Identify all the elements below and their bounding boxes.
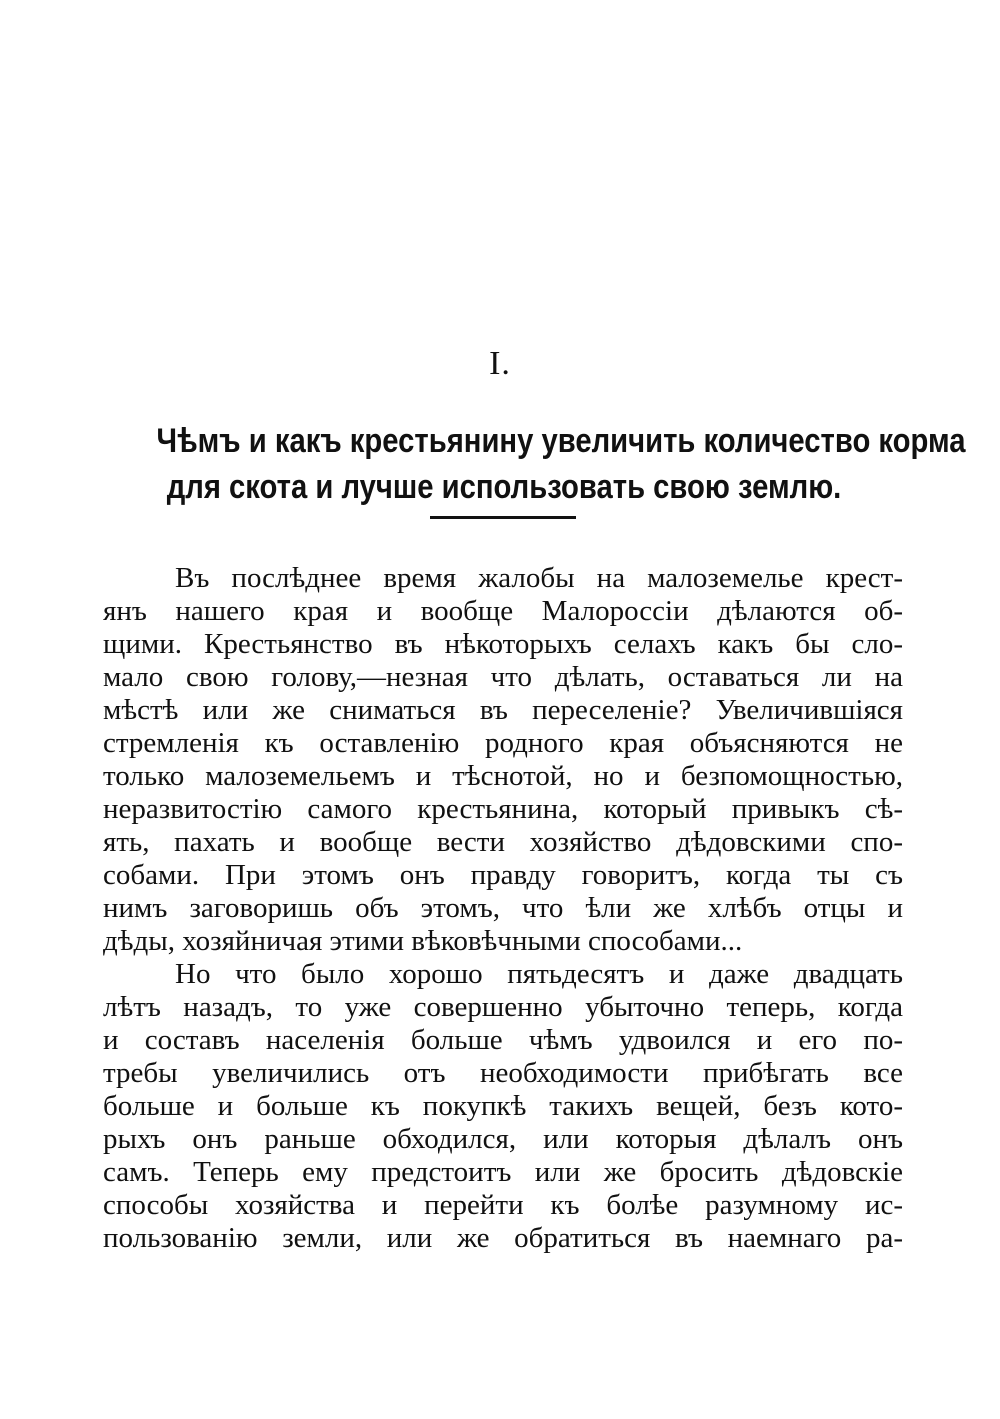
text-line: Въ послѣднее время жалобы на малоземелье крест- — [175, 562, 903, 594]
text-line: неразвитостію самого крестьянина, который привыкъ сѣ- — [103, 793, 903, 825]
text-line: щими. Крестьянство въ нѣкоторыхъ селахъ какъ бы сло- — [103, 628, 903, 660]
text-line: дѣды, хозяйничая этими вѣковѣчными способами... — [103, 925, 743, 957]
text-line: Но что было хорошо пятьдесятъ и даже двадцать — [175, 958, 903, 990]
text-line: собами. При этомъ онъ правду говоритъ, когда ты съ — [103, 859, 903, 891]
text-line: нимъ заговоришь объ этомъ, что ѣли же хлѣбъ отцы и — [103, 892, 903, 924]
text-line: янъ нашего края и вообще Малороссіи дѣлаются об- — [103, 595, 903, 627]
chapter-title — [156, 418, 966, 510]
text-line: пользованію земли, или же обратиться въ наемнаго ра- — [103, 1222, 903, 1254]
text-line: способы хозяйства и перейти къ болѣе разумному ис- — [103, 1189, 903, 1221]
chapter-title-line: Чѣмъ и какъ крестьянину увеличить количество корма — [156, 422, 966, 460]
text-line: лѣтъ назадъ, то уже совершенно убыточно теперь, когда — [103, 991, 903, 1023]
text-line: только малоземельемъ и тѣснотой, но и безпомощностью, — [103, 760, 903, 792]
text-line: и составъ населенія больше чѣмъ удвоился и его по- — [103, 1024, 903, 1056]
text-line: самъ. Теперь ему предстоитъ или же бросить дѣдовскіе — [103, 1156, 903, 1188]
body-text — [103, 562, 903, 1255]
title-divider — [430, 516, 576, 519]
text-line: рыхъ онъ раньше обходился, или которыя дѣлалъ онъ — [103, 1123, 903, 1155]
text-line: мало свою голову,—незная что дѣлать, оставаться ли на — [103, 661, 903, 693]
text-line: больше и больше къ покупкѣ такихъ вещей, безъ кото- — [103, 1090, 903, 1122]
text-line: ять, пахать и вообще вести хозяйство дѣдовскими спо- — [103, 826, 903, 858]
text-line: требы увеличились отъ необходимости прибѣгать все — [103, 1057, 903, 1089]
text-line: мѣстѣ или же сниматься въ переселеніе? Увеличившіяся — [103, 694, 903, 726]
chapter-number: I. — [489, 345, 511, 382]
text-line: стремленія къ оставленію родного края объясняются не — [103, 727, 903, 759]
chapter-title-line: для скота и лучше использовать свою землю. — [166, 468, 842, 506]
